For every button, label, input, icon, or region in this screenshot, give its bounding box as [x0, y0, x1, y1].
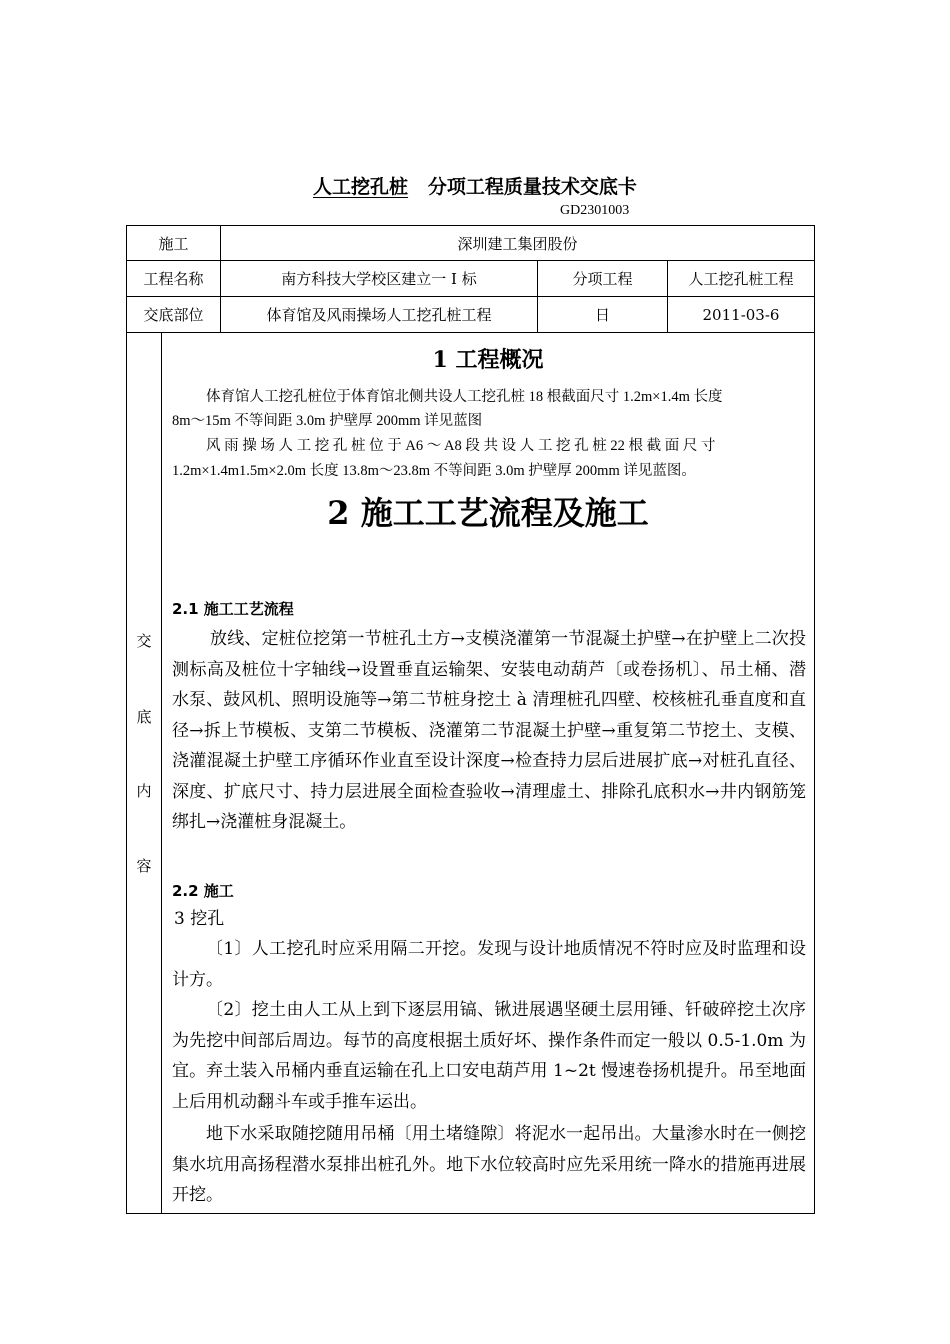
subheading-digging: 3 挖孔	[174, 909, 225, 929]
col-divider	[161, 332, 162, 1214]
label-project-name: 工程名称	[143, 270, 204, 288]
value-subproject: 人工挖孔桩工程	[688, 270, 794, 288]
process-flow-paragraph: 放线、定桩位挖第一节桩孔土方→支模浇灌第一节混凝土护壁→在护壁上二次投测标高及桩位十字轴线→设置垂直运输架、安装电动葫芦〔或卷扬机〕、吊土桶、潜水泵、鼓风机、照明设施等→第二节桩身挖土 à 清理桩孔四壁、校核桩孔垂直度和直径→拆上节模板、支第二节模板、浇灌第二节混凝土护壁→重复第二节挖土、支模、浇灌混凝土护壁工序循环作业直至设计深度→检查持力层后进展扩底→对桩孔直径、深度、扩底尺寸、持力层进展全面检查验收→清理虚土、排除孔底积水→井内钢筋笼绑扎→浇灌桩身混凝土。	[172, 629, 806, 832]
value-project-name: 南方科技大学校区建立一 I 标	[281, 270, 477, 288]
digging-item-1: 〔1〕人工挖孔时应采用隔二开挖。发现与设计地质情况不符时应及时监理和设计方。	[172, 939, 806, 990]
title-rest: 分项工程质量技术交底卡	[427, 176, 637, 198]
side-label-char: 容	[136, 857, 152, 875]
overview-paragraph-2-line-1: 风 雨 操 场 人 工 挖 孔 桩 位 于 A6 ～ A8 段 共 设 人 工 挖 孔 桩 22 根 截 面 尺 寸	[206, 438, 716, 454]
overview-paragraph-1-line-2: 8m～15m 不等间距 3.0m 护壁厚 200mm 详见蓝图	[172, 413, 483, 429]
document-code: GD2301003	[560, 203, 630, 218]
value-date: 2011-03-6	[702, 305, 780, 324]
subheading-process-flow: 2.1 施工工艺流程	[172, 600, 294, 618]
digging-item-3: 地下水采取随挖随用吊桶〔用土堵缝隙〕将泥水一起吊出。大量渗水时在一侧挖集水坑用高扬程潜水泵排出桩孔外。地下水位较高时应先采用统一降水的措施再进展开挖。	[172, 1124, 806, 1205]
digging-item-2: 〔2〕挖土由人工从上到下逐层用镐、锹进展遇坚硬土层用锤、钎破碎挖土次序为先挖中间部后周边。每节的高度根据土质好坏、操作条件而定一般以 0.5-1.0m 为宜。弃土装入吊桶内垂直运输在孔上口安电葫芦用 1~2t 慢速卷扬机提升。吊至地面上后用机动翻斗车或手推车运出。	[172, 1000, 806, 1112]
label-construction: 施工	[158, 234, 189, 253]
section-heading-process: 2 施工工艺流程及施工	[327, 494, 649, 532]
subheading-construction: 2.2 施工	[172, 882, 234, 900]
label-subproject: 分项工程	[572, 270, 633, 288]
side-label-char: 内	[136, 782, 152, 800]
value-construction: 深圳建工集团股份	[457, 234, 578, 253]
row-divider	[126, 332, 815, 333]
document-title	[0, 172, 950, 199]
label-location: 交底部位	[143, 306, 204, 324]
label-date: 日	[594, 306, 610, 324]
section-heading-overview: 1 工程概况	[432, 347, 544, 373]
side-label-char: 底	[136, 708, 152, 726]
overview-paragraph-2-line-2: 1.2m×1.4m1.5m×2.0m 长度 13.8m～23.8m 不等间距 3.0m 护壁厚 200mm 详见蓝图。	[172, 463, 696, 479]
side-label-char: 交	[136, 632, 152, 650]
title-underlined: 人工挖孔桩	[313, 176, 409, 198]
overview-paragraph-1-line-1: 体育馆人工挖孔桩位于体育馆北侧共设人工挖孔桩 18 根截面尺寸 1.2m×1.4m 长度	[206, 389, 723, 405]
value-location: 体育馆及风雨操场人工挖孔桩工程	[266, 306, 492, 324]
